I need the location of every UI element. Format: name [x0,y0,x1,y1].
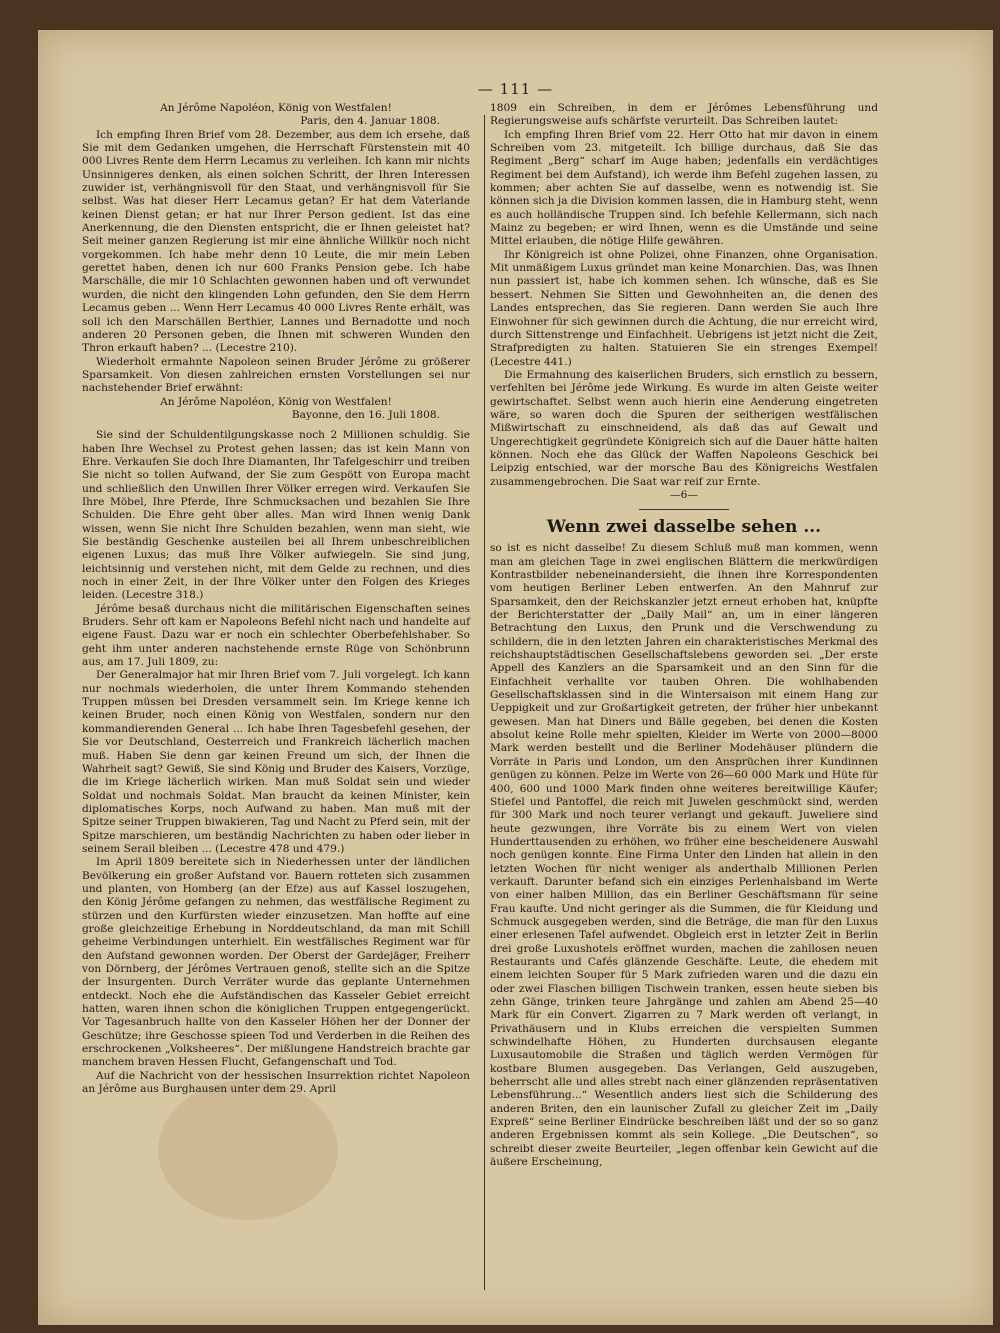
paragraph: Ihr Königreich ist ohne Polizei, ohne Finanzen, ohne Organisation. Mit unmäßigem Luxus gründet man keine Monarchien. Das, was Ihnen nun passiert ist, habe ich kommen sehen. Ich wünsche, daß es Sie bessert. Nehmen Sie Sitten und Gewohnheiten an, die denen des Landes entsprechen, das Sie regieren. Dann werden Sie auch Ihre Einwohner für sich gewinnen durch die Achtung, die nur erreicht wird, durch Sittenstrenge und Einfachheit. Uebrigens ist jetzt nicht die Zeit, Strafpredigten zu halten. Statuieren Sie ein strenges Exempel! (Lecestre 441.) [490,248,878,368]
letter-dateline: Bayonne, den 16. Juli 1808. [291,408,440,421]
paragraph: Ich empfing Ihren Brief vom 28. Dezember, aus dem ich ersehe, daß Sie mit dem Gedanken umgehen, die Herrschaft Fürstenstein mit 40 000 Livres Rente dem Herrn Lecamus zu verleihen. Ich kann mir nichts Unsinnigeres denken, als einen solchen Schritt, der Ihren Interessen zuwider ist, verhängnisvoll für den Staat, und verhängnisvoll für Sie selbst. Was hat dieser Herr Lecamus getan? Er hat dem Vaterlande keinen Dienst getan; er hat nur Ihrer Person gedient. Ist das eine Anerkennung, die den Diensten entspricht, die er Ihnen geleistet hat? Seit meiner ganzen Regierung ist mir eine ähnliche Willkür noch nicht vorgekommen. Ich habe mehr denn 10 Leute, die mir mein Leben gerettet haben, denen ich nur 600 Franks Pension gebe. Ich habe Marschälle, die mir 10 Schlachten gewonnen haben und oft verwundet wurden, die nicht den klingenden Lohn gefunden, den Sie dem Herrn Lecamus geben ... Wenn Herr Lecamus 40 000 Livres Rente erhält, was soll ich den Marschällen Berthier, Lannes und Bernadotte und noch anderen 20 Personen geben, die Ihnen mit schweren Wunden den Thron erkauft haben? ... (Lecestre 210). [82,128,470,355]
left-column [82,102,470,1096]
section-title: Wenn zwei dasselbe sehen ... [546,517,822,538]
paragraph: Die Ermahnung des kaiserlichen Bruders, sich ernstlich zu bessern, verfehlten bei Jérôme jede Wirkung. Es wurde im alten Geiste weiter gewirtschaftet. Selbst wenn auch hierin eine Aenderung eingetreten wäre, so waren doch die Spuren der seitherigen westfälischen Mißwirtschaft zu einschneidend, als daß das auf Gewalt und Ungerechtigkeit gegründete Königreich sich auf die Dauer hätte halten können. Noch ehe das Glück der Waffen Napoleons Geschick bei Leipzig entschied, war der morsche Bau des Königreichs Westfalen zusammengebrochen. Die Saat war reif zur Ernte. [490,368,878,488]
paragraph: Sie sind der Schuldentilgungskasse noch 2 Millionen schuldig. Sie haben Ihre Wechsel zu Protest gehen lassen; das ist kein Mann von Ehre. Verkaufen Sie doch Ihre Diamanten, Ihr Tafelgeschirr und treiben Sie nicht so tollen Aufwand, der Sie zum Gespött von Europa macht und schließlich den Unwillen Ihrer Völker erregen wird. Verkaufen Sie Ihre Möbel, Ihre Pferde, Ihre Schmucksachen und bezahlen Sie Ihre Schulden. Die Ehre geht über alles. Man wird Ihnen wenig Dank wissen, wenn Sie nicht Ihre Schulden bezahlen, wenn man sieht, wie Sie beständig Geschenke austeilen bei all Ihrem unbeschreiblichen eigenen Luxus; das muß Ihre Völker aufwiegeln. Sie sind jung, leichtsinnig und verstehen nicht, mit dem Gelde zu rechnen, und dies noch in einer Zeit, in der Ihre Völker unter den Folgen des Krieges leiden. (Lecestre 318.) [82,429,470,602]
right-column [490,102,878,1169]
section-separator [639,509,729,510]
paragraph: Der Generalmajor hat mir Ihren Brief vom 7. Juli vorgelegt. Ich kann nur nochmals wiederholen, die unter Ihrem Kommando stehenden Truppen müssen bei Dresden versammelt sein. Im Kriege kenne ich keinen Bruder, noch einen König von Westfalen, sondern nur den kommandierenden General ... Ich habe Ihren Tagesbefehl gesehen, der Sie vor Deutschland, Oesterreich und Frankreich lächerlich machen muß. Haben Sie denn gar keinen Freund um sich, der Ihnen die Wahrheit sagt? Gewiß, Sie sind König und Bruder des Kaisers, Vorzüge, die im Kriege lächerlich wirken. Man muß Soldat sein und wieder Soldat und nochmals Soldat. Man braucht da keinen Minister, kein diplomatisches Korps, noch Aufwand zu haben. Man muß mit der Spitze seiner Truppen biwakieren, Tag und Nacht zu Pferd sein, mit der Spitze marschieren, um beständig Nachrichten zu haben oder lieber in seinem Serail bleiben ... (Lecestre 478 und 479.) [82,669,470,855]
paragraph: Auf die Nachricht von der hessischen Insurrektion richtet Napoleon an Jérôme aus Burghausen unter dem 29. April [82,1069,470,1096]
letter-dateline: Paris, den 4. Januar 1808. [300,115,440,128]
paragraph: Im April 1809 bereitete sich in Niederhessen unter der ländlichen Bevölkerung ein großer Aufstand vor. Bauern rotteten sich zusammen und planten, von Homberg (an der Efze) aus auf Kassel loszugehen, den König Jérôme gefangen zu nehmen, das westfälische Regiment zu stürzen und den Kurfürsten wieder einzusetzen. Man hoffte auf eine große gleichzeitige Erhebung in Norddeutschland, da man mit Schill geheime Verbindungen unterhielt. Ein westfälisches Regiment war für den Aufstand gewonnen worden. Der Oberst der Gardejäger, Freiherr von Dörnberg, der Jérômes Vertrauen genoß, stellte sich an die Spitze der Insurgenten. Durch Verräter wurde das geplante Unternehmen entdeckt. Noch ehe die Aufständischen das Kasseler Gebiet erreicht hatten, waren ihnen schon die königlichen Truppen entgegengerückt. Vor Tagesanbruch hallte von den Kasseler Höhen her der Donner der Geschütze; ihre Geschosse spieen Tod und Verderben in die Reihen des erschrockenen „Volksheeres“. Der mißlungene Handstreich brachte gar manchem braven Hessen Flucht, Gefangenschaft und Tod. [82,856,470,1069]
paragraph: so ist es nicht dasselbe! Zu diesem Schluß muß man kommen, wenn man am gleichen Tage in zwei englischen Blättern die merkwürdigen Kontrastbilder nebeneinandersieht, die ihnen ihre Korrespondenten vom heutigen Berliner Leben entwerfen. An den Mahnruf zur Sparsamkeit, den der Reichskanzler jetzt erneut erhoben hat, knüpfte der Berichterstatter der „Daily Mail“ an, um in einer längeren Betrachtung den Luxus, den Prunk und die Verschwendung zu schildern, die in den letzten Jahren ein charakteristisches Merkmal des reichshauptstädtischen Gesellschaftslebens geworden sei. „Der erste Appell des Kanzlers an die Sparsamkeit und an den Sinn für die Einfachheit verhallte vor tauben Ohren. Die wohlhabenden Gesellschaftsklassen sind in die Wintersaison mit einem Hang zur Ueppigkeit und zur Großartigkeit getreten, der früher hier unbekannt gewesen. Man hat Diners und Bälle gegeben, bei denen die Kosten absolut keine Rolle mehr spielten, Kleider im Werte von 2000—8000 Mark werden bestellt und die Berliner Modehäuser plündern die Vorräte in Paris und London, um den Ansprüchen ihrer Kundinnen genügen zu können. Pelze im Werte von 26—60 000 Mark und Hüte für 400, 600 und 1000 Mark finden ohne weiteres bereitwillige Käufer; Stiefel und Pantoffel, die reich mit Juwelen geschmückt sind, werden für 300 Mark und noch teurer verlangt und gekauft. Juweliere sind heute gezwungen, ihre Vorräte bis zu einem Wert von vielen Hunderttausenden zu erhöhen, wo früher eine bescheidenere Auswahl noch genügen konnte. Eine Firma Unter den Linden hat allein in den letzten Wochen für nicht weniger als anderthalb Millionen Perlen verkauft. Darunter befand sich ein einziges Perlenhalsband im Werte von einer halben Million, das ein Berliner Geschäftsmann für seine Frau kaufte. Und nicht geringer als die Summen, die für Kleidung und Schmuck ausgegeben werden, sind die Beträge, die man für den Luxus einer erlesenen Tafel aufwendet. Obgleich erst in letzter Zeit in Berlin drei große Luxushotels eröffnet wurden, machen die zahllosen neuen Restaurants und Cafés glänzende Geschäfte. Leute, die ehedem mit einem leichten Souper für 5 Mark zufrieden waren und die dazu ein oder zwei Flaschen billigen Tischwein tranken, essen heute sieben bis zehn Gänge, trinken teure Jahrgänge und zahlen am Abend 25—40 Mark für ein Convert. Zigarren zu 7 Mark werden oft verlangt, in Privathäusern und in Klubs erreichen die verspielten Summen schwindelhafte Höhen, zu Hunderten durchsausen elegante Luxusautomobile die Straßen und täglich werden Vermögen für kostbare Blumen ausgegeben. Das Verlangen, Geld auszugeben, beherrscht alle und alles strebt nach einer glänzenden repräsentativen Lebensführung...“ Wesentlich anders liest sich die Schilderung des anderen Briten, den ein launischer Zufall zu gleicher Zeit im „Daily Expreß“ seine Berliner Eindrücke beschreiben läßt und der so so ganz anderen Ergebnissen kommt als sein Kollege. „Die Deutschen“, so schreibt dieser zweite Beurteiler, „legen offenbar kein Gewicht auf die äußere Erscheinung, [490,542,878,1169]
paragraph: Wiederholt ermahnte Napoleon seinen Bruder Jérôme zu größerer Sparsamkeit. Von diesen zahlreichen ernsten Vorstellungen sei nur nachstehender Brief erwähnt: [82,355,470,395]
newspaper-page [38,30,993,1325]
author-signature: —6— [670,488,698,501]
paragraph: Jérôme besaß durchaus nicht die militärischen Eigenschaften seines Bruders. Sehr oft kam er Napoleons Befehl nicht nach und handelte auf eigene Faust. Dazu war er noch ein schlechter Oberbefehlshaber. So geht ihm unter anderen nachstehende ernste Rüge von Schönbrunn aus, am 17. Juli 1809, zu: [82,602,470,669]
paper-stain [158,1080,338,1220]
letter-heading: An Jérôme Napoléon, König von Westfalen! [160,102,392,114]
column-divider [484,115,485,1290]
letter-heading: An Jérôme Napoléon, König von Westfalen! [160,395,392,408]
paragraph: Ich empfing Ihren Brief vom 22. Herr Otto hat mir davon in einem Schreiben vom 23. mitgeteilt. Ich billige durchaus, daß Sie das Regiment „Berg“ scharf im Auge haben; jedenfalls ein verdächtiges Regiment bei dem Aufstand), ich werde ihm Befehl zugehen lassen, zu kommen; aber achten Sie auf dasselbe, wenn es notwendig ist. Sie können sich ja die Division kommen lassen, die in Hamburg steht, wenn es auch holländische Truppen sind. Ich befehle Kellermann, sich nach Mainz zu begeben; er wird Ihnen, wenn es die Umstände und seine Mittel erlauben, die nötige Hilfe gewähren. [490,128,878,248]
paragraph: 1809 ein Schreiben, in dem er Jérômes Lebensführung und Regierungsweise aufs schärfste verurteilt. Das Schreiben lautet: [490,102,878,128]
page-number: — 111 — [477,80,554,98]
